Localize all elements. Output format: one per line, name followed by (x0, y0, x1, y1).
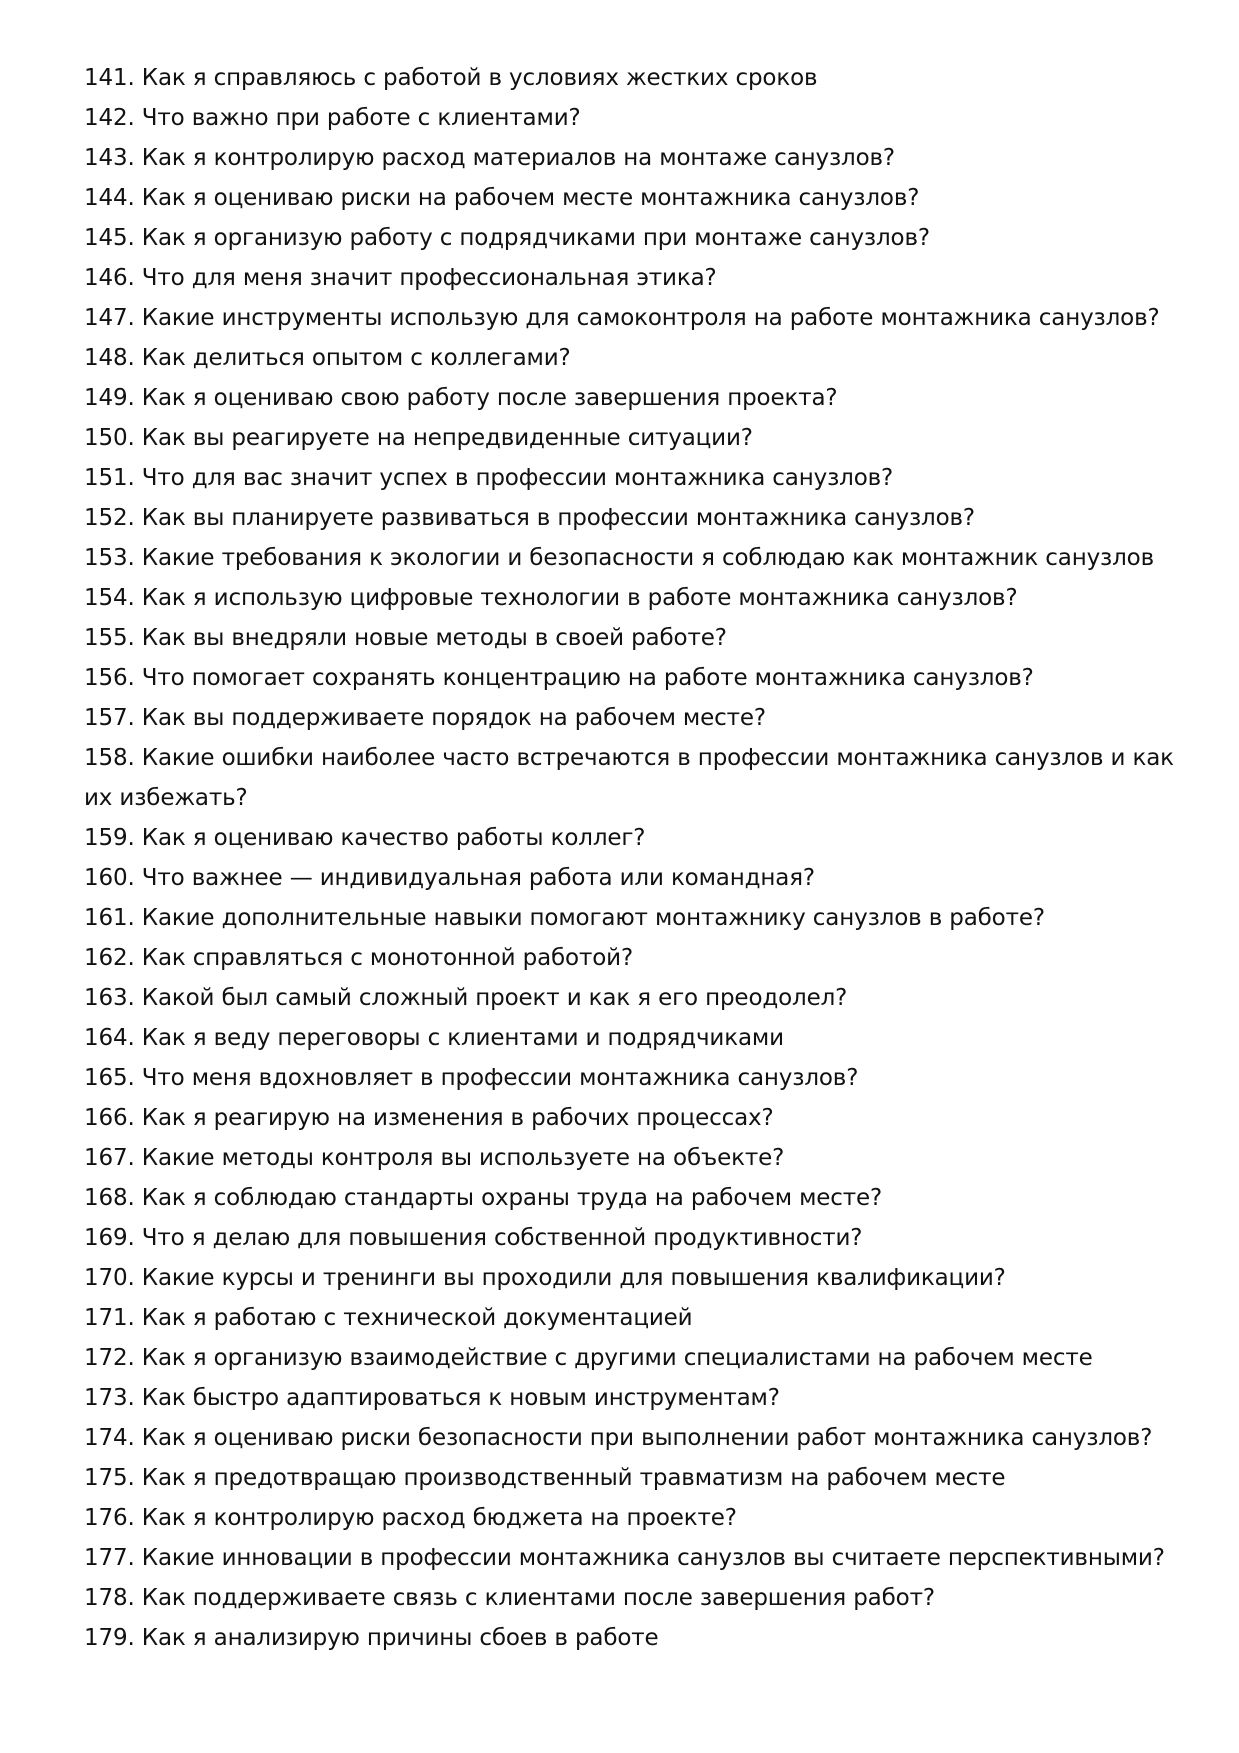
question-item: 157. Как вы поддерживаете порядок на рабочем месте? (84, 705, 766, 731)
question-item: 162. Как справляться с монотонной работой? (84, 945, 634, 971)
question-item: 156. Что помогает сохранять концентрацию на работе монтажника санузлов? (84, 665, 1034, 691)
question-item: 158. Какие ошибки наиболее часто встречаются в профессии монтажника санузлов и как их избежать? (84, 745, 1174, 811)
question-list (84, 58, 1174, 1658)
question-item: 177. Какие инновации в профессии монтажника санузлов вы считаете перспективными? (84, 1545, 1165, 1571)
question-item: 159. Как я оцениваю качество работы коллег? (84, 825, 646, 851)
question-item: 171. Как я работаю с технической документацией (84, 1305, 693, 1331)
document-page (84, 58, 1174, 1658)
question-item: 146. Что для меня значит профессиональная этика? (84, 265, 717, 291)
question-item: 144. Как я оцениваю риски на рабочем месте монтажника санузлов? (84, 185, 920, 211)
question-item: 164. Как я веду переговоры с клиентами и подрядчиками (84, 1025, 784, 1051)
question-item: 142. Что важно при работе с клиентами? (84, 105, 581, 131)
question-item: 172. Как я организую взаимодействие с другими специалистами на рабочем месте (84, 1345, 1093, 1371)
question-item: 170. Какие курсы и тренинги вы проходили для повышения квалификации? (84, 1265, 1006, 1291)
question-item: 174. Как я оцениваю риски безопасности при выполнении работ монтажника санузлов? (84, 1425, 1153, 1451)
question-item: 161. Какие дополнительные навыки помогают монтажнику санузлов в работе? (84, 905, 1045, 931)
question-item: 155. Как вы внедряли новые методы в своей работе? (84, 625, 727, 651)
question-item: 145. Как я организую работу с подрядчиками при монтаже санузлов? (84, 225, 930, 251)
question-item: 149. Как я оцениваю свою работу после завершения проекта? (84, 385, 838, 411)
question-item: 167. Какие методы контроля вы используете на объекте? (84, 1145, 785, 1171)
question-item: 175. Как я предотвращаю производственный травматизм на рабочем месте (84, 1465, 1006, 1491)
question-item: 143. Как я контролирую расход материалов на монтаже санузлов? (84, 145, 895, 171)
question-item: 178. Как поддерживаете связь с клиентами после завершения работ? (84, 1585, 935, 1611)
question-item: 173. Как быстро адаптироваться к новым инструментам? (84, 1385, 780, 1411)
question-item: 153. Какие требования к экологии и безопасности я соблюдаю как монтажник санузлов (84, 545, 1154, 571)
question-item: 166. Как я реагирую на изменения в рабочих процессах? (84, 1105, 774, 1131)
question-item: 168. Как я соблюдаю стандарты охраны труда на рабочем месте? (84, 1185, 883, 1211)
question-item: 141. Как я справляюсь с работой в условиях жестких сроков (84, 65, 818, 91)
question-item: 150. Как вы реагируете на непредвиденные ситуации? (84, 425, 753, 451)
question-item: 148. Как делиться опытом с коллегами? (84, 345, 571, 371)
question-item: 152. Как вы планируете развиваться в профессии монтажника санузлов? (84, 505, 975, 531)
question-item: 151. Что для вас значит успех в профессии монтажника санузлов? (84, 465, 894, 491)
question-item: 147. Какие инструменты использую для самоконтроля на работе монтажника санузлов? (84, 305, 1160, 331)
question-item: 160. Что важнее — индивидуальная работа или командная? (84, 865, 815, 891)
question-item: 165. Что меня вдохновляет в профессии монтажника санузлов? (84, 1065, 859, 1091)
question-item: 176. Как я контролирую расход бюджета на проекте? (84, 1505, 737, 1531)
question-item: 179. Как я анализирую причины сбоев в работе (84, 1625, 659, 1651)
question-item: 154. Как я использую цифровые технологии в работе монтажника санузлов? (84, 585, 1018, 611)
question-item: 163. Какой был самый сложный проект и как я его преодолел? (84, 985, 848, 1011)
question-item: 169. Что я делаю для повышения собственной продуктивности? (84, 1225, 863, 1251)
